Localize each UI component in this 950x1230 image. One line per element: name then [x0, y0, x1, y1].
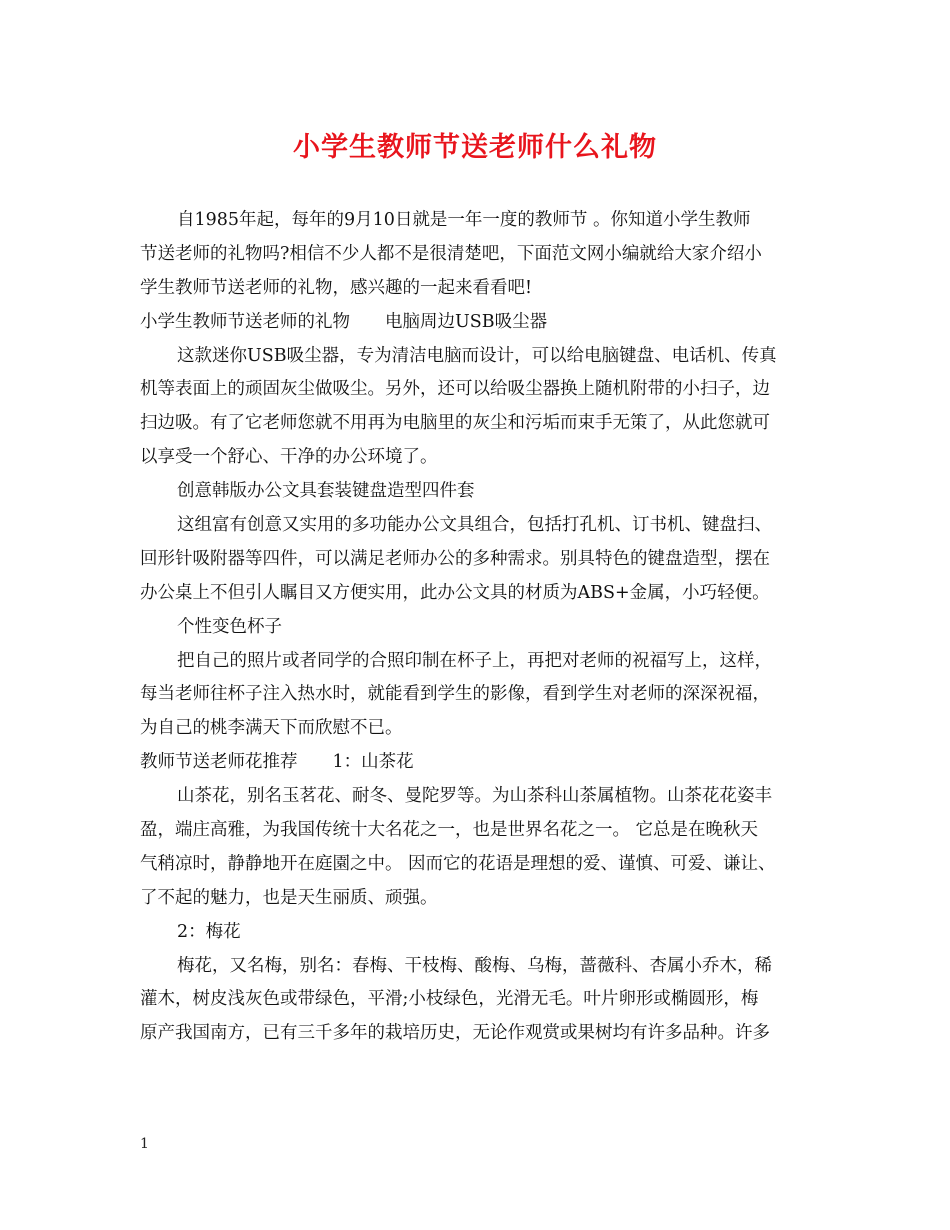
text-line: 这款迷你USB吸尘器，专为清洁电脑而设计，可以给电脑键盘、电话机、传真	[177, 345, 777, 366]
text-line: 扫边吸。有了它老师您就不用再为电脑里的灰尘和污垢而束手无策了，从此您就可	[140, 413, 770, 434]
text-line: 创意韩版办公文具套装键盘造型四件套	[177, 481, 475, 502]
page-number: 1	[140, 1136, 149, 1152]
text-line: 灌木，树皮浅灰色或带绿色，平滑;小枝绿色，光滑无毛。叶片卵形或椭圆形，梅	[140, 989, 759, 1010]
document-title: 小学生教师节送老师什么礼物	[293, 132, 657, 163]
text-line: 把自己的照片或者同学的合照印制在杯子上，再把对老师的祝福写上，这样，	[177, 650, 772, 671]
text-line: 机等表面上的顽固灰尘做吸尘。另外，还可以给吸尘器换上随机附带的小扫子，边	[140, 379, 770, 400]
text-line: 每当老师往杯子注入热水时，就能看到学生的影像，看到学生对老师的深深祝福，	[140, 684, 770, 705]
text-line: 2：梅花	[177, 921, 241, 942]
text-line: 这组富有创意又实用的多功能办公文具组合，包括打孔机、订书机、键盘扫、	[177, 515, 772, 536]
text-line: 个性变色杯子	[177, 616, 282, 637]
text-line: 为自己的桃李满天下而欣慰不已。	[140, 718, 403, 739]
text-line: 教师节送老师花推荐 1：山茶花	[140, 752, 414, 773]
document-body	[140, 204, 830, 1051]
text-line: 办公桌上不但引人瞩目又方便实用，此办公文具的材质为ABS+金属，小巧轻便。	[140, 582, 770, 603]
text-line: 自1985年起，每年的9月10日就是一年一度的教师节 。你知道小学生教师	[177, 210, 751, 230]
text-line: 回形针吸附器等四件，可以满足老师办公的多种需求。别具特色的键盘造型，摆在	[140, 548, 770, 569]
text-line: 山茶花，别名玉茗花、耐冬、曼陀罗等。为山茶科山茶属植物。山茶花花姿丰	[177, 786, 772, 807]
text-line: 气稍凉时，静静地开在庭園之中。 因而它的花语是理想的爱、谨慎、可爱、谦让、	[140, 853, 776, 874]
text-line: 梅花，又名梅，别名：春梅、干枝梅、酸梅、乌梅，蔷薇科、杏属小乔木，稀	[177, 955, 772, 976]
text-line: 盈，端庄高雅，为我国传统十大名花之一，也是世界名花之一。 它总是在晚秋天	[140, 820, 759, 841]
text-line: 节送老师的礼物吗?相信不少人都不是很清楚吧，下面范文网小编就给大家介绍小	[140, 243, 762, 264]
text-line: 学生教师节送老师的礼物，感兴趣的一起来看看吧!	[140, 277, 533, 298]
text-line: 以享受一个舒心、干净的办公环境了。	[140, 447, 438, 468]
text-line: 了不起的魅力，也是天生丽质、顽强。	[140, 887, 438, 908]
text-line: 小学生教师节送老师的礼物 电脑周边USB吸尘器	[140, 311, 548, 332]
text-line: 原产我国南方，已有三千多年的栽培历史，无论作观赏或果树均有许多品种。许多	[140, 1023, 770, 1044]
